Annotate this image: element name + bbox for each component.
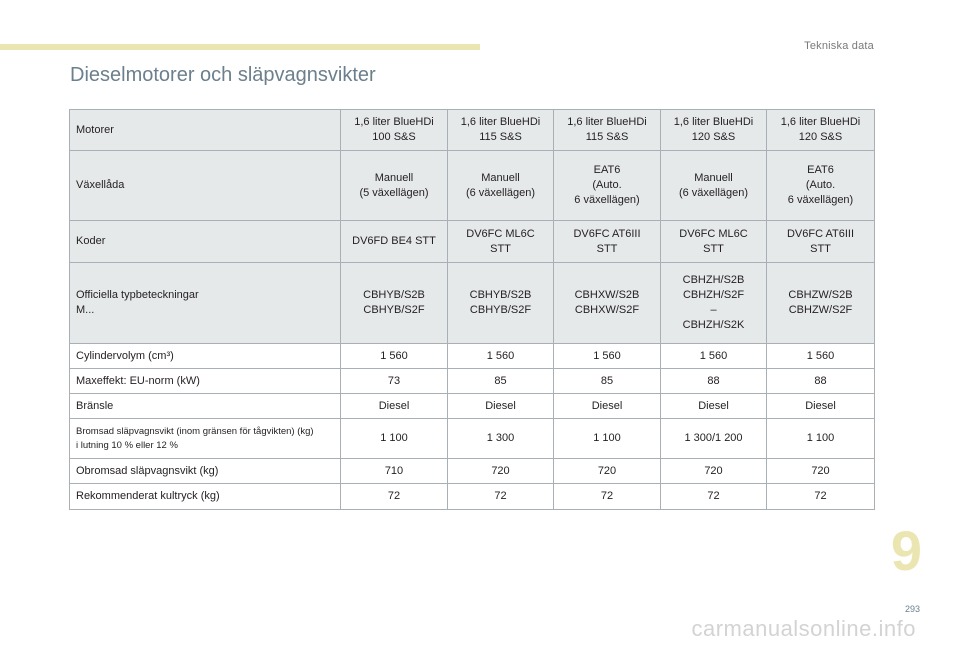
table-cell: 1,6 liter BlueHDi 115 S&S	[448, 110, 554, 151]
row-label: Rekommenderat kultryck (kg)	[70, 484, 341, 510]
table-cell: 72	[448, 484, 554, 510]
header-accent-bar	[0, 44, 480, 50]
table-cell: EAT6 (Auto. 6 växellägen)	[767, 151, 875, 221]
row-label: Bränsle	[70, 394, 341, 419]
row-label	[70, 419, 341, 459]
table-row	[70, 110, 875, 151]
row-label: Växellåda	[70, 151, 341, 221]
table-cell: 85	[448, 369, 554, 394]
table-row	[70, 344, 875, 369]
table-cell: 85	[554, 369, 661, 394]
table-row	[70, 151, 875, 221]
table-cell: 1 560	[448, 344, 554, 369]
table-cell: Manuell (6 växellägen)	[448, 151, 554, 221]
row-label: Obromsad släpvagnsvikt (kg)	[70, 459, 341, 484]
table-cell: DV6FC ML6C STT	[661, 221, 767, 263]
table-cell: 720	[448, 459, 554, 484]
table-cell: Manuell (6 växellägen)	[661, 151, 767, 221]
table-row	[70, 394, 875, 419]
table-cell: 1 100	[767, 419, 875, 459]
row-label: Cylindervolym (cm³)	[70, 344, 341, 369]
table-cell: 720	[661, 459, 767, 484]
table-cell: 1,6 liter BlueHDi 100 S&S	[341, 110, 448, 151]
table-cell: Diesel	[341, 394, 448, 419]
diesel-spec-table	[69, 109, 875, 510]
page-number: 293	[904, 604, 920, 614]
table-row	[70, 221, 875, 263]
page-title: Dieselmotorer och släpvagnsvikter	[70, 64, 376, 86]
chapter-number: 9	[890, 519, 922, 582]
table-cell: Manuell (5 växellägen)	[341, 151, 448, 221]
table-cell: 73	[341, 369, 448, 394]
table-cell: Diesel	[448, 394, 554, 419]
table-cell: DV6FC AT6III STT	[554, 221, 661, 263]
table-row	[70, 263, 875, 344]
row-label: Motorer	[70, 110, 341, 151]
row-label: Officiella typbeteckningar M...	[70, 263, 341, 344]
table-cell: Diesel	[554, 394, 661, 419]
table-cell: 720	[554, 459, 661, 484]
table-cell: 710	[341, 459, 448, 484]
table-cell: CBHYB/S2B CBHYB/S2F	[341, 263, 448, 344]
row-label: Maxeffekt: EU-norm (kW)	[70, 369, 341, 394]
table-cell: 72	[767, 484, 875, 510]
table-cell: 1 560	[661, 344, 767, 369]
table-cell: 1,6 liter BlueHDi 115 S&S	[554, 110, 661, 151]
table-cell: 720	[767, 459, 875, 484]
table-cell: 1 560	[767, 344, 875, 369]
table-row	[70, 419, 875, 459]
row-label: Koder	[70, 221, 341, 263]
table-row	[70, 369, 875, 394]
table-cell: 1 560	[341, 344, 448, 369]
table-cell: DV6FC AT6III STT	[767, 221, 875, 263]
table-cell: 1 100	[554, 419, 661, 459]
table-cell: 88	[661, 369, 767, 394]
table-cell: 88	[767, 369, 875, 394]
table-cell: Diesel	[661, 394, 767, 419]
table-cell: 1 300	[448, 419, 554, 459]
table-cell: DV6FD BE4 STT	[341, 221, 448, 263]
table-cell: DV6FC ML6C STT	[448, 221, 554, 263]
spec-table-body	[70, 110, 875, 510]
table-cell: Diesel	[767, 394, 875, 419]
table-cell: 72	[661, 484, 767, 510]
table-cell: 1 560	[554, 344, 661, 369]
table-cell: 1 300/1 200	[661, 419, 767, 459]
table-row	[70, 484, 875, 510]
table-cell: CBHZH/S2B CBHZH/S2F – CBHZH/S2K	[661, 263, 767, 344]
section-label: Tekniska data	[804, 40, 874, 52]
table-cell: 1,6 liter BlueHDi 120 S&S	[661, 110, 767, 151]
table-cell: 1,6 liter BlueHDi 120 S&S	[767, 110, 875, 151]
table-row	[70, 459, 875, 484]
watermark: carmanualsonline.info	[691, 616, 916, 641]
table-cell: CBHYB/S2B CBHYB/S2F	[448, 263, 554, 344]
table-cell: 1 100	[341, 419, 448, 459]
table-cell: CBHZW/S2B CBHZW/S2F	[767, 263, 875, 344]
row-label-text: Bromsad släpvagnsvikt (inom gränsen för tågvikten) (kg) i lutning 10 % eller 12 %	[76, 425, 314, 451]
table-cell: CBHXW/S2B CBHXW/S2F	[554, 263, 661, 344]
table-cell: 72	[554, 484, 661, 510]
table-cell: EAT6 (Auto. 6 växellägen)	[554, 151, 661, 221]
table-cell: 72	[341, 484, 448, 510]
